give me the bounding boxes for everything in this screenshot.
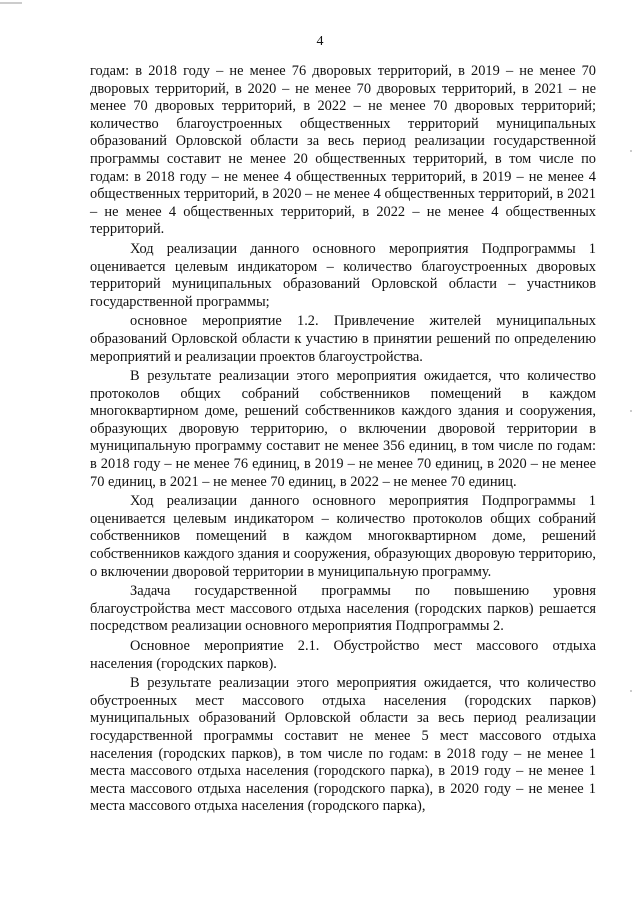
paragraph: Основное мероприятие 2.1. Обустройство мест массового отдыха населения (городских парков). [90,638,596,672]
paragraph: Ход реализации данного основного мероприятия Подпрограммы 1 оценивается целевым индикатором – количество благоустроенных дворовых территорий муниципальных образований Орловской области – участников государственной программы; [90,240,596,310]
scan-artifact [0,2,22,4]
scan-artifact [630,150,632,152]
paragraph-continued: годам: в 2018 году – не менее 76 дворовых территорий, в 2019 – не менее 70 дворовых территорий, в 2020 – не менее 70 дворовых территорий, в 2021 – не менее 70 дворовых территорий, в 2022 – не менее 70 дворовых территорий; количество благоустроенных общественных территорий муниципальных образований Орловской области за весь период реализации государственной программы составит не менее 20 общественных территорий, в том числе по годам: в 2018 году – не менее 4 общественных территорий, в 2019 – не менее 4 общественных территорий, в 2020 – не менее 4 общественных территорий, в 2021 – не менее 4 общественных территорий, в 2022 – не менее 4 общественных территорий. [90,63,596,238]
paragraph: В результате реализации этого мероприятия ожидается, что количество протоколов общих собраний собственников помещений в каждом многоквартирном доме, решений собственников каждого здания и сооружения, образующих дворовую территорию, о включении дворовой территории в муниципальную программу составит не менее 356 единиц, в том числе по годам: в 2018 году – не менее 76 единиц, в 2019 – не менее 70 единиц, в 2020 – не менее 70 единиц, в 2021 – не менее 70 единиц, в 2022 – не менее 70 единиц. [90,368,596,490]
scan-artifact [630,410,632,412]
page-number: 4 [316,34,324,49]
document-body [90,63,596,816]
paragraph: Ход реализации данного основного мероприятия Подпрограммы 1 оценивается целевым индикатором – количество протоколов общих собраний собственников помещений в каждом многоквартирном доме, решений собственников каждого здания и сооружения, образующих дворовую территорию, о включении дворовой территории в муниципальную программу. [90,493,596,580]
paragraph: В результате реализации этого мероприятия ожидается, что количество обустроенных мест массового отдыха населения (городских парков) муниципальных образований Орловской области за весь период реализации государственной программы составит не менее 5 мест массового отдыха населения (городских парков), в том числе по годам: в 2018 году – не менее 1 места массового отдыха населения (городского парка), в 2019 году – не менее 1 места массового отдыха населения (городского парка), в 2020 году – не менее 1 места массового отдыха населения (городского парка), [90,675,596,815]
paragraph: основное мероприятие 1.2. Привлечение жителей муниципальных образований Орловской области к участию в принятии решений по определению мероприятий и реализации проектов благоустройства. [90,313,596,365]
scan-artifact [630,690,632,692]
paragraph: Задача государственной программы по повышению уровня благоустройства мест массового отдыха населения (городских парков) решается посредством реализации основного мероприятия Подпрограммы 2. [90,583,596,635]
